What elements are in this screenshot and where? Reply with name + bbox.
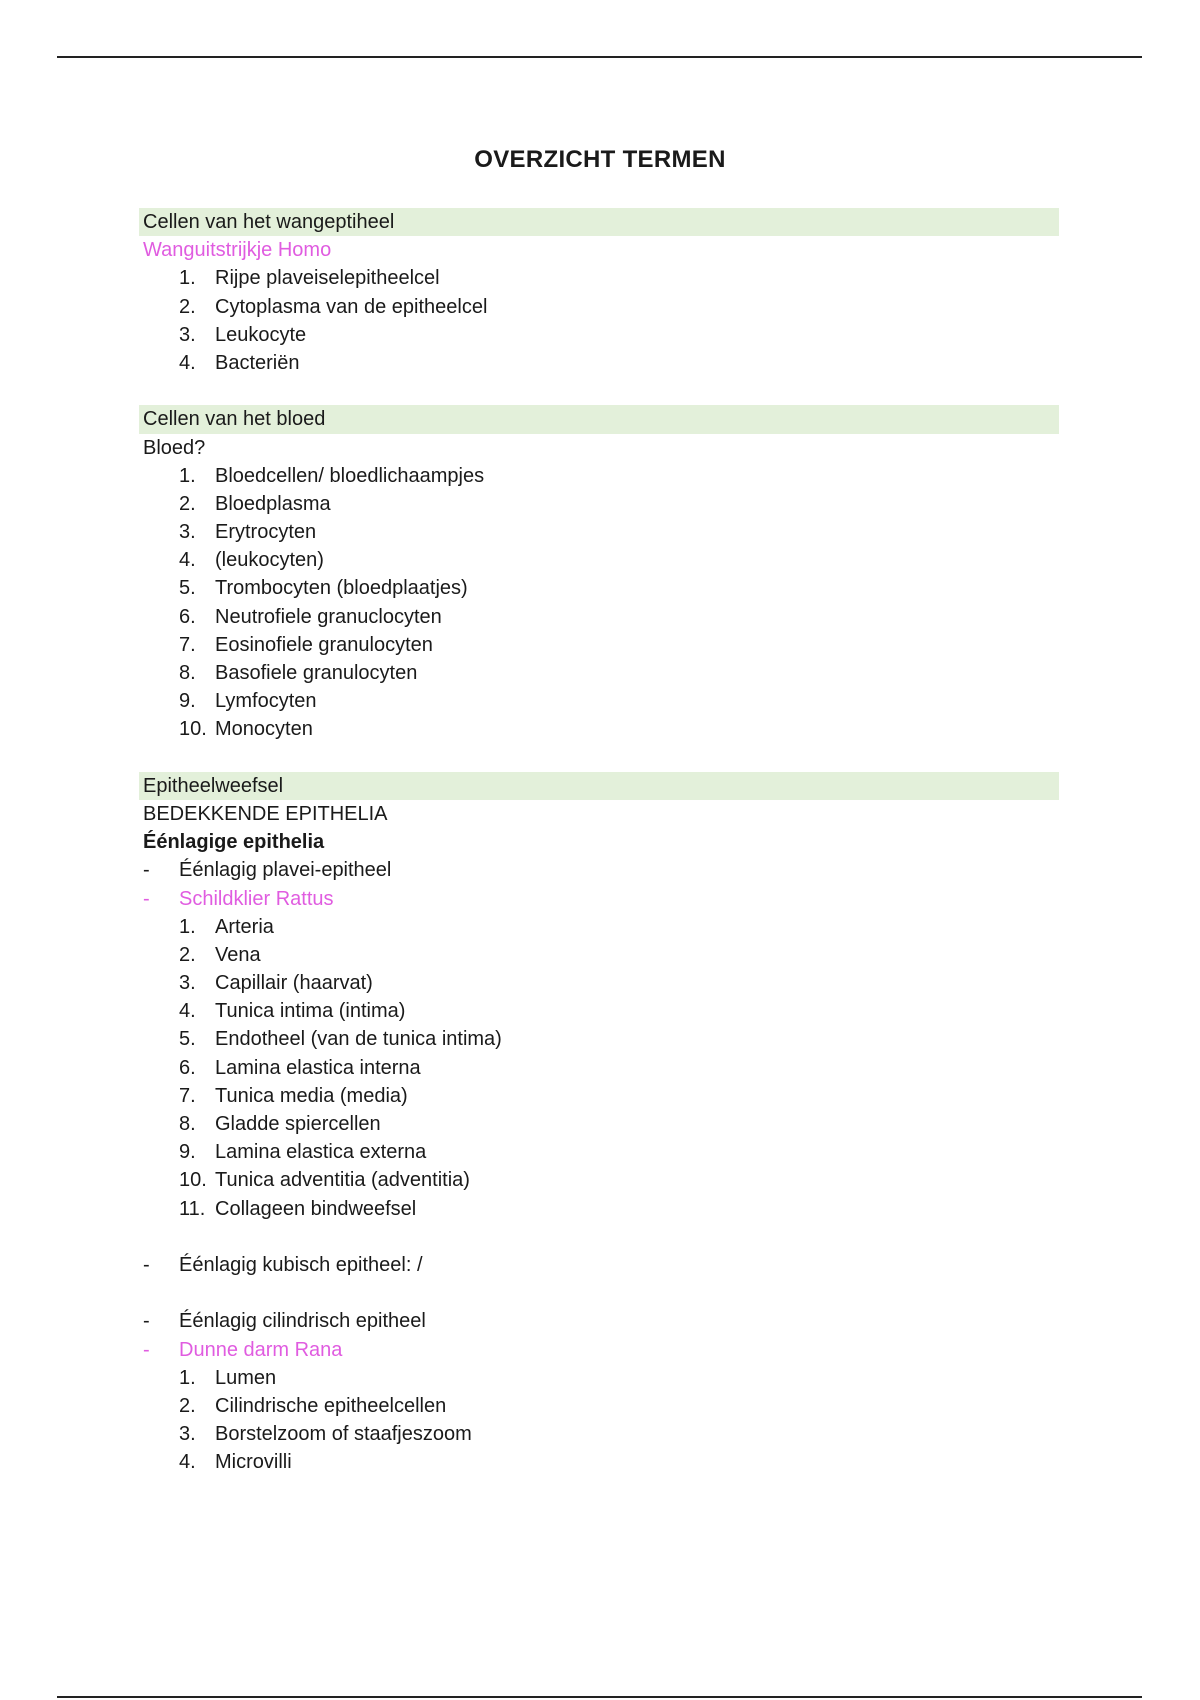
list-item (139, 349, 1059, 377)
list-item-number: 2. (179, 295, 196, 318)
list-item-text: Leukocyte (215, 323, 307, 346)
list-item-text: Rijpe plaveiselepitheelcel (215, 267, 440, 290)
list-item-text: Microvilli (215, 1451, 292, 1474)
list-item-text: Bloedplasma (215, 492, 331, 515)
list-item (139, 659, 1059, 687)
section-header: Cellen van het bloed (139, 405, 1059, 433)
dash-marker: - (143, 859, 150, 882)
list-item-text: Borstelzoom of staafjeszoom (215, 1423, 472, 1446)
list-item-text: Bloedcellen/ bloedlichaampjes (215, 464, 485, 487)
top-rule (57, 56, 1142, 58)
list-item-text: Vena (215, 943, 261, 966)
list-item (139, 1025, 1059, 1053)
list-item-text: Arteria (215, 915, 274, 938)
list-item-text: Erytrocyten (215, 521, 317, 544)
list-item-text: Neutrofiele granuclocyten (215, 605, 442, 628)
list-item-number: 2. (179, 943, 196, 966)
list-item-number: 3. (179, 521, 196, 544)
spacer (139, 1279, 1059, 1307)
dash-item (139, 1307, 1059, 1335)
dash-item-text: Dunne darm Rana (179, 1338, 343, 1361)
list-item-number: 1. (179, 1366, 196, 1389)
list-item-text: Tunica media (media) (215, 1084, 408, 1107)
list-item-number: 1. (179, 267, 196, 290)
dash-item-text: Éénlagig cilindrisch epitheel (179, 1310, 426, 1333)
list-item-text: (leukocyten) (215, 549, 324, 572)
list-item (139, 321, 1059, 349)
list-item-number: 6. (179, 1056, 196, 1079)
list-item (139, 490, 1059, 518)
list-item-number: 4. (179, 549, 196, 572)
spacer (139, 744, 1059, 772)
document-body (139, 208, 1059, 1476)
list-item (139, 574, 1059, 602)
subheading: BEDEKKENDE EPITHELIA (143, 802, 388, 825)
spacer (139, 377, 1059, 405)
list-item-text: Endotheel (van de tunica intima) (215, 1028, 502, 1051)
list-item-text: Capillair (haarvat) (215, 972, 373, 995)
list-item-text: Trombocyten (bloedplaatjes) (215, 577, 468, 600)
dash-item (139, 1251, 1059, 1279)
dash-item (139, 856, 1059, 884)
dash-marker: - (143, 887, 150, 910)
dash-specimen-item (139, 885, 1059, 913)
list-item (139, 1110, 1059, 1138)
list-item-number: 4. (179, 1000, 196, 1023)
list-item-text: Lumen (215, 1366, 277, 1389)
dash-item-text: Éénlagig plavei-epitheel (179, 859, 392, 882)
dash-marker: - (143, 1310, 150, 1333)
dash-item-text: Schildklier Rattus (179, 887, 334, 910)
section-header: Cellen van het wangeptiheel (139, 208, 1059, 236)
list-item-number: 5. (179, 1028, 196, 1051)
list-item (139, 1364, 1059, 1392)
dash-item-text: Éénlagig kubisch epitheel: / (179, 1253, 423, 1276)
list-item (139, 969, 1059, 997)
dash-marker: - (143, 1338, 150, 1361)
list-item (139, 264, 1059, 292)
list-item (139, 1054, 1059, 1082)
list-item-number: 4. (179, 1451, 196, 1474)
section-header: Epitheelweefsel (139, 772, 1059, 800)
list-item-number: 8. (179, 662, 196, 684)
list-item-text: Collageen bindweefsel (215, 1197, 417, 1220)
list-item (139, 1195, 1059, 1223)
list-item-text: Cilindrische epitheelcellen (215, 1394, 447, 1417)
page-title: OVERZICHT TERMEN (474, 146, 726, 173)
list-item-text: Tunica intima (intima) (215, 1000, 406, 1023)
list-item (139, 631, 1059, 659)
list-item-number: 1. (179, 464, 196, 487)
list-item-number: 3. (179, 972, 196, 995)
list-item (139, 941, 1059, 969)
list-item-number: 9. (179, 690, 196, 713)
specimen-label: Wanguitstrijkje Homo (143, 239, 332, 262)
list-item-text: Cytoplasma van de epitheelcel (215, 295, 488, 318)
subheading: Bloed? (143, 436, 206, 459)
list-item-number: 6. (179, 605, 196, 628)
list-item (139, 1082, 1059, 1110)
list-item (139, 997, 1059, 1025)
list-item-text: Basofiele granulocyten (215, 662, 418, 684)
list-item-number: 10. (179, 1169, 207, 1192)
list-item (139, 715, 1059, 743)
bottom-rule (57, 1696, 1142, 1698)
list-item-text: Lymfocyten (215, 690, 317, 713)
list-item-number: 7. (179, 633, 196, 656)
list-item (139, 1138, 1059, 1166)
bold-subheading: Éénlagige epithelia (143, 831, 325, 854)
list-item-number: 3. (179, 1423, 196, 1446)
list-item (139, 462, 1059, 490)
list-item-number: 2. (179, 1394, 196, 1417)
list-item (139, 293, 1059, 321)
list-item-number: 4. (179, 351, 196, 374)
list-item (139, 1392, 1059, 1420)
list-item-text: Tunica adventitia (adventitia) (215, 1169, 470, 1192)
list-item-text: Gladde spiercellen (215, 1113, 381, 1135)
list-item-number: 10. (179, 718, 207, 741)
list-item-number: 9. (179, 1141, 196, 1164)
list-item-text: Lamina elastica interna (215, 1056, 421, 1079)
list-item (139, 518, 1059, 546)
list-item (139, 687, 1059, 715)
list-item (139, 1166, 1059, 1194)
list-item-number: 7. (179, 1084, 196, 1107)
list-item-number: 5. (179, 577, 196, 600)
list-item-text: Monocyten (215, 718, 313, 741)
list-item (139, 603, 1059, 631)
list-item-text: Bacteriën (215, 351, 300, 374)
list-item (139, 1448, 1059, 1476)
spacer (139, 1223, 1059, 1251)
list-item-number: 1. (179, 915, 196, 938)
dash-specimen-item (139, 1336, 1059, 1364)
list-item-number: 11. (179, 1197, 206, 1220)
list-item-text: Eosinofiele granulocyten (215, 633, 433, 656)
dash-marker: - (143, 1253, 150, 1276)
list-item (139, 546, 1059, 574)
list-item-number: 3. (179, 323, 196, 346)
list-item-text: Lamina elastica externa (215, 1141, 427, 1164)
list-item (139, 913, 1059, 941)
list-item (139, 1420, 1059, 1448)
list-item-number: 8. (179, 1113, 196, 1135)
list-item-number: 2. (179, 492, 196, 515)
